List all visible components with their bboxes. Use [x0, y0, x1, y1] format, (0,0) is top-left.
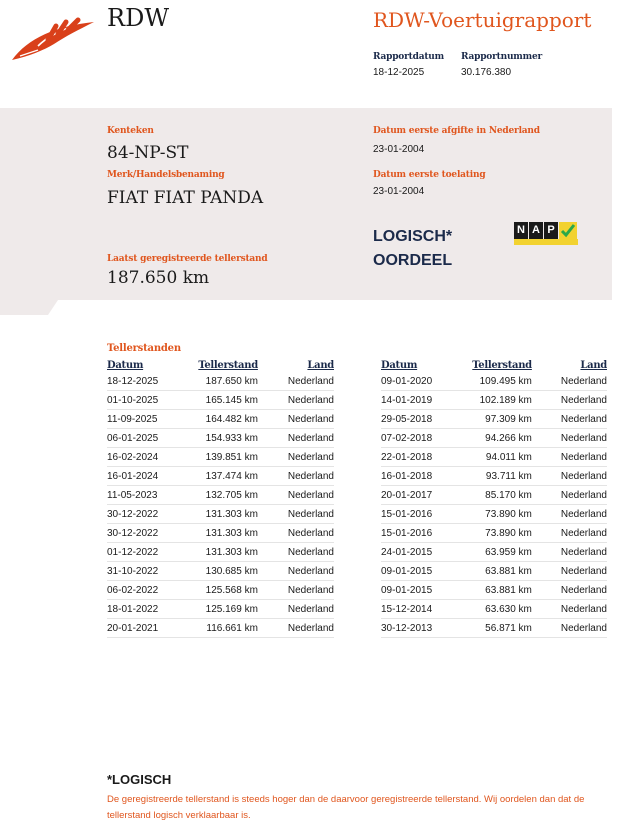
- table-row: [381, 486, 607, 505]
- row-country: Nederland: [532, 505, 607, 524]
- row-date: 09-01-2015: [381, 581, 472, 600]
- row-date: 29-05-2018: [381, 410, 472, 429]
- table-row: [107, 543, 334, 562]
- readings-table-left: [107, 358, 334, 638]
- nap-badge-icon: [514, 222, 580, 248]
- row-reading: 63.630 km: [472, 600, 532, 619]
- table-row: [381, 448, 607, 467]
- row-country: Nederland: [258, 448, 334, 467]
- row-reading: 85.170 km: [472, 486, 532, 505]
- table-row: [381, 524, 607, 543]
- nap-letter-a: A: [529, 222, 543, 239]
- readings-title: Tellerstanden: [107, 343, 181, 354]
- row-reading: 154.933 km: [198, 429, 258, 448]
- row-country: Nederland: [258, 524, 334, 543]
- row-country: Nederland: [532, 372, 607, 391]
- row-reading: 93.711 km: [472, 467, 532, 486]
- row-country: Nederland: [532, 467, 607, 486]
- table-row: [381, 619, 607, 638]
- row-country: Nederland: [258, 562, 334, 581]
- row-country: Nederland: [258, 505, 334, 524]
- row-reading: 116.661 km: [198, 619, 258, 638]
- brand-name: RDW: [107, 4, 169, 32]
- row-date: 09-01-2020: [381, 372, 472, 391]
- row-reading: 131.303 km: [198, 543, 258, 562]
- row-country: Nederland: [258, 372, 334, 391]
- row-reading: 97.309 km: [472, 410, 532, 429]
- row-country: Nederland: [532, 429, 607, 448]
- row-reading: 73.890 km: [472, 505, 532, 524]
- row-country: Nederland: [258, 486, 334, 505]
- row-country: Nederland: [532, 486, 607, 505]
- row-date: 20-01-2017: [381, 486, 472, 505]
- row-reading: 187.650 km: [198, 372, 258, 391]
- row-date: 20-01-2021: [107, 619, 198, 638]
- row-country: Nederland: [258, 410, 334, 429]
- row-country: Nederland: [258, 429, 334, 448]
- row-reading: 131.303 km: [198, 505, 258, 524]
- row-date: 30-12-2022: [107, 524, 198, 543]
- row-reading: 131.303 km: [198, 524, 258, 543]
- report-date-label: Rapportdatum: [373, 52, 444, 62]
- row-date: 15-12-2014: [381, 600, 472, 619]
- row-date: 30-12-2013: [381, 619, 472, 638]
- row-reading: 63.881 km: [472, 562, 532, 581]
- table-row: [381, 543, 607, 562]
- row-date: 11-05-2023: [107, 486, 198, 505]
- table-row: [107, 600, 334, 619]
- row-country: Nederland: [532, 410, 607, 429]
- row-reading: 63.959 km: [472, 543, 532, 562]
- row-date: 01-10-2025: [107, 391, 198, 410]
- row-date: 16-02-2024: [107, 448, 198, 467]
- first-nl-label: Datum eerste afgifte in Nederland: [373, 126, 540, 136]
- row-country: Nederland: [532, 524, 607, 543]
- table-row: [107, 391, 334, 410]
- row-country: Nederland: [258, 619, 334, 638]
- row-reading: 63.881 km: [472, 581, 532, 600]
- table-row: [107, 524, 334, 543]
- row-reading: 125.169 km: [198, 600, 258, 619]
- table-row: [107, 410, 334, 429]
- col-reading-header: Tellerstand: [472, 359, 532, 371]
- row-reading: 102.189 km: [472, 391, 532, 410]
- nap-letter-n: N: [514, 222, 528, 239]
- rdw-logo-icon: [8, 16, 98, 66]
- row-country: Nederland: [532, 543, 607, 562]
- row-date: 16-01-2024: [107, 467, 198, 486]
- col-reading-header: Tellerstand: [198, 359, 258, 371]
- col-country-header: Land: [580, 359, 607, 371]
- row-date: 18-12-2025: [107, 372, 198, 391]
- row-reading: 130.685 km: [198, 562, 258, 581]
- nap-bar: [514, 239, 578, 245]
- row-reading: 132.705 km: [198, 486, 258, 505]
- row-date: 31-10-2022: [107, 562, 198, 581]
- first-nl-value: 23-01-2004: [373, 144, 425, 155]
- plate-value: 84-NP-ST: [107, 143, 189, 163]
- verdict: [373, 225, 452, 273]
- footnote-title: *LOGISCH: [107, 772, 172, 787]
- row-date: 15-01-2016: [381, 505, 472, 524]
- row-date: 30-12-2022: [107, 505, 198, 524]
- row-date: 09-01-2015: [381, 562, 472, 581]
- row-date: 18-01-2022: [107, 600, 198, 619]
- table-row: [381, 562, 607, 581]
- row-reading: 94.266 km: [472, 429, 532, 448]
- row-date: 07-02-2018: [381, 429, 472, 448]
- make-value: FIAT FIAT PANDA: [107, 188, 264, 208]
- row-country: Nederland: [532, 581, 607, 600]
- table-row: [381, 581, 607, 600]
- vehicle-panel: [0, 108, 612, 315]
- row-reading: 109.495 km: [472, 372, 532, 391]
- table-row: [107, 372, 334, 391]
- table-row: [381, 505, 607, 524]
- col-date-header: Datum: [381, 359, 418, 371]
- table-row: [381, 410, 607, 429]
- row-date: 16-01-2018: [381, 467, 472, 486]
- row-reading: 164.482 km: [198, 410, 258, 429]
- row-date: 01-12-2022: [107, 543, 198, 562]
- readings-table-right: [381, 358, 607, 638]
- row-reading: 125.568 km: [198, 581, 258, 600]
- nap-check-icon: [559, 222, 577, 239]
- table-row: [381, 467, 607, 486]
- row-country: Nederland: [532, 619, 607, 638]
- last-reading-label: Laatst geregistreerde tellerstand: [107, 254, 268, 264]
- first-admission-label: Datum eerste toelating: [373, 170, 486, 180]
- col-date-header: Datum: [107, 359, 144, 371]
- report-number: 30.176.380: [461, 67, 512, 78]
- plate-label: Kenteken: [107, 126, 154, 136]
- row-country: Nederland: [258, 600, 334, 619]
- last-reading-value: 187.650 km: [107, 268, 210, 288]
- first-admission-value: 23-01-2004: [373, 186, 425, 197]
- row-date: 15-01-2016: [381, 524, 472, 543]
- table-row: [381, 429, 607, 448]
- report-number-label: Rapportnummer: [461, 52, 543, 62]
- row-reading: 139.851 km: [198, 448, 258, 467]
- row-country: Nederland: [258, 581, 334, 600]
- row-country: Nederland: [258, 391, 334, 410]
- table-row: [107, 562, 334, 581]
- row-reading: 56.871 km: [472, 619, 532, 638]
- table-row: [381, 600, 607, 619]
- verdict-line-2: OORDEEL: [373, 252, 453, 269]
- table-row: [107, 619, 334, 638]
- row-date: 22-01-2018: [381, 448, 472, 467]
- table-row: [107, 467, 334, 486]
- col-country-header: Land: [307, 359, 334, 371]
- row-country: Nederland: [532, 448, 607, 467]
- row-date: 24-01-2015: [381, 543, 472, 562]
- row-country: Nederland: [532, 600, 607, 619]
- row-reading: 165.145 km: [198, 391, 258, 410]
- make-label: Merk/Handelsbenaming: [107, 170, 225, 180]
- table-row: [381, 372, 607, 391]
- row-reading: 94.011 km: [472, 448, 532, 467]
- footnote-text: De geregistreerde tellerstand is steeds hoger dan de daarvoor geregistreerde tellerstand. Wij oordelen dan dat de tellerstand logisch verklaarbaar is.: [107, 794, 585, 821]
- report-title: RDW-Voertuigrapport: [373, 8, 592, 32]
- table-row: [381, 391, 607, 410]
- verdict-line-1: LOGISCH*: [373, 228, 453, 245]
- row-date: 14-01-2019: [381, 391, 472, 410]
- row-date: 06-02-2022: [107, 581, 198, 600]
- row-reading: 73.890 km: [472, 524, 532, 543]
- row-date: 11-09-2025: [107, 410, 198, 429]
- table-row: [107, 448, 334, 467]
- row-reading: 137.474 km: [198, 467, 258, 486]
- report-date: 18-12-2025: [373, 67, 425, 78]
- row-country: Nederland: [532, 562, 607, 581]
- table-row: [107, 581, 334, 600]
- row-country: Nederland: [258, 467, 334, 486]
- table-row: [107, 429, 334, 448]
- table-row: [107, 486, 334, 505]
- row-date: 06-01-2025: [107, 429, 198, 448]
- row-country: Nederland: [532, 391, 607, 410]
- nap-letter-p: P: [544, 222, 558, 239]
- row-country: Nederland: [258, 543, 334, 562]
- table-row: [107, 505, 334, 524]
